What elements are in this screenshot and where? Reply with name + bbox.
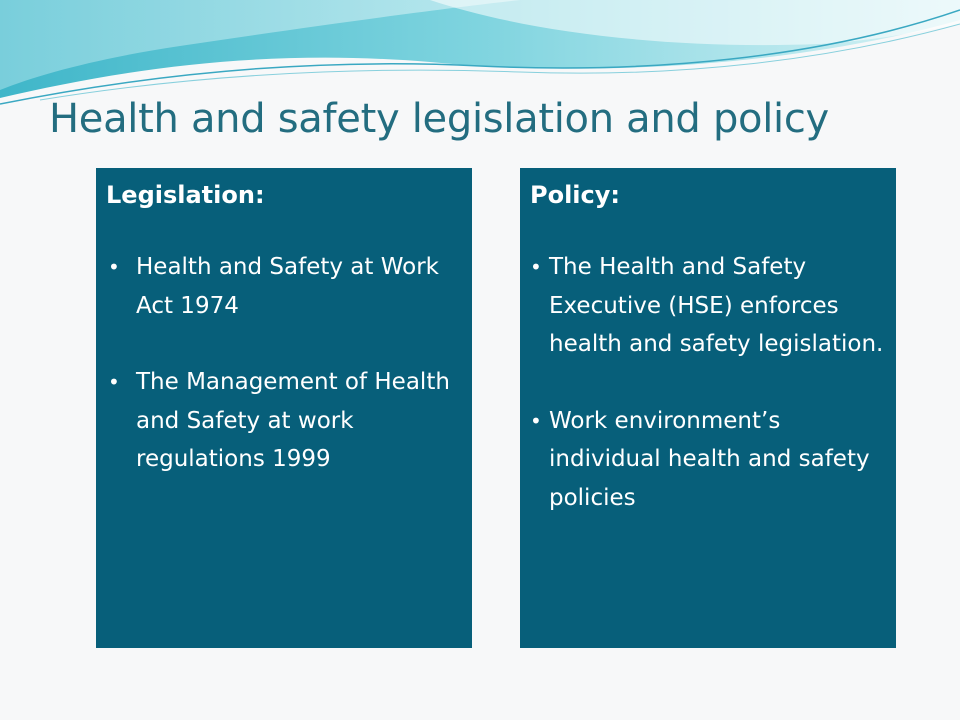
policy-box xyxy=(520,168,896,648)
bullet-icon: • xyxy=(530,255,542,279)
bullet-icon: • xyxy=(108,255,120,279)
policy-item-text: Work environment’s individual health and safety policies xyxy=(549,407,870,511)
legislation-item-text: Health and Safety at Work Act 1974 xyxy=(136,254,439,319)
legislation-list xyxy=(106,248,462,479)
bullet-icon: • xyxy=(108,370,120,394)
slide-title: Health and safety legislation and policy xyxy=(49,96,829,142)
legislation-box xyxy=(96,168,472,648)
legislation-item-text: The Management of Health and Safety at work regulations 1999 xyxy=(136,369,450,472)
bullet-icon: • xyxy=(530,408,542,433)
list-item xyxy=(106,248,462,325)
list-item xyxy=(530,402,886,518)
policy-item-text: The Health and Safety Executive (HSE) enforces health and safety legislation. xyxy=(549,254,884,357)
legislation-heading: Legislation: xyxy=(106,181,265,209)
list-item xyxy=(530,248,886,364)
list-item xyxy=(106,363,462,479)
policy-heading: Policy: xyxy=(530,181,620,209)
policy-list xyxy=(530,248,886,517)
